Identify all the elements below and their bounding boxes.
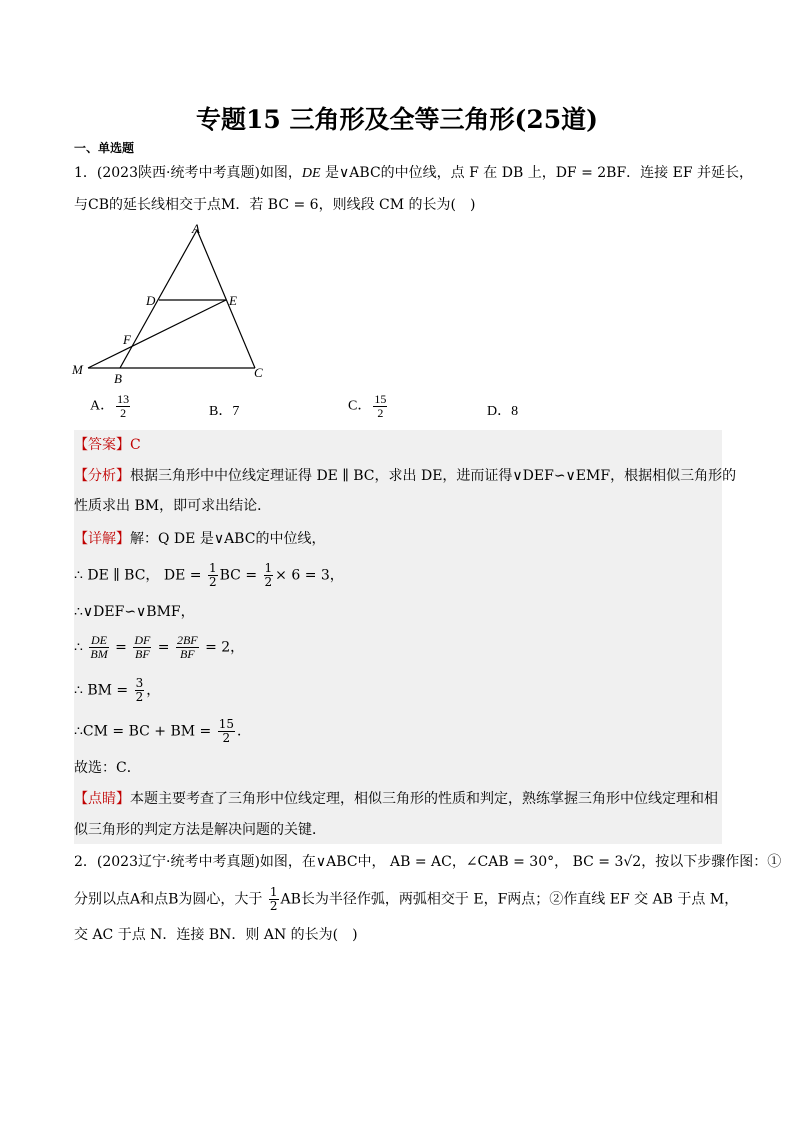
segment-me [88, 300, 226, 368]
page-title: 专题15 三角形及全等三角形(25道) [196, 105, 598, 134]
option-d[interactable]: D．8 [487, 404, 519, 419]
option-c[interactable]: C． $\frac{15}{2}$ [348, 392, 387, 420]
q2-line1: 2．(2023辽宁·统考中考真题)如图，在∨ABC中， AB = AC，∠CAB = 30°， BC = 3√2，按以下步骤作图：① [74, 854, 782, 870]
detail-line4: ∴ $\frac{DE}{BM}$ = $\frac{DF}{BF}$ = $\frac{2BF}{BF}$ = 2， [74, 633, 245, 661]
q1-stem-prefix: 1．(2023陕西·统考中考真题)如图， [74, 165, 302, 181]
label-e: E [229, 293, 237, 308]
label-m: M [72, 362, 83, 377]
detail-line6: ∴CM = BC + BM = $\frac{15}{2}$ ． [74, 717, 252, 745]
segment-ab [120, 230, 197, 368]
analysis-line1: 【分析】根据三角形中中位线定理证得 DE ∥ BC，求出 DE，进而证得∨DEF∽∨EMF，根据相似三角形的 [74, 468, 737, 484]
q2-line3: 交 AC 于点 N．连接 BN．则 AN 的长为( ) [74, 927, 358, 943]
q1-stem-rest: 是∨ABC的中位线，点 F 在 DB 上，DF = 2BF．连接 EF 并延长， [325, 165, 754, 181]
option-b[interactable]: B．7 [209, 404, 240, 419]
label-b: B [114, 371, 122, 386]
choose-line: 故选：C． [74, 760, 141, 776]
comment-line1: 【点睛】本题主要考查了三角形中位线定理，相似三角形的性质和判定，熟练掌握三角形中位线定理和相 [74, 791, 718, 807]
q2-line2: 分别以点A和点B为圆心，大于 $\frac{1}{2}$ AB长为半径作弧，两弧相交于 E，F两点；②作直线 EF 交 AB 于点 M， [74, 885, 739, 913]
q1-triangle-figure [70, 220, 270, 390]
q1-stem-line1 [74, 163, 753, 184]
label-a: A [192, 221, 200, 236]
analysis-line2: 性质求出 BM，即可求出结论． [74, 498, 272, 514]
q1-de: DE [301, 166, 321, 181]
option-a[interactable]: A． $\frac{13}{2}$ [90, 392, 130, 420]
detail-line2: ∴ DE ∥ BC， DE = $\frac{1}{2}$ BC = $\frac{1}{2}$ × 6 = 3， [74, 561, 344, 589]
label-d: D [146, 293, 156, 308]
detail-line3: ∴∨DEF∽∨BMF， [74, 604, 195, 620]
answer-value: C [130, 437, 141, 453]
answer-line: 【答案】C [74, 437, 141, 453]
comment-line2: 似三角形的判定方法是解决问题的关键． [74, 822, 326, 838]
section-heading: 一、单选题 [74, 141, 135, 155]
detail-line1: 【详解】解：Q DE 是∨ABC的中位线， [74, 531, 326, 547]
q1-stem-line2: 与CB的延长线相交于点M．若 BC = 6，则线段 CM 的长为( ) [74, 197, 476, 213]
segment-ac [197, 230, 255, 368]
label-c: C [254, 365, 263, 380]
label-f: F [123, 332, 131, 347]
detail-line5: ∴ BM = $\frac{3}{2}$ ， [74, 676, 161, 704]
